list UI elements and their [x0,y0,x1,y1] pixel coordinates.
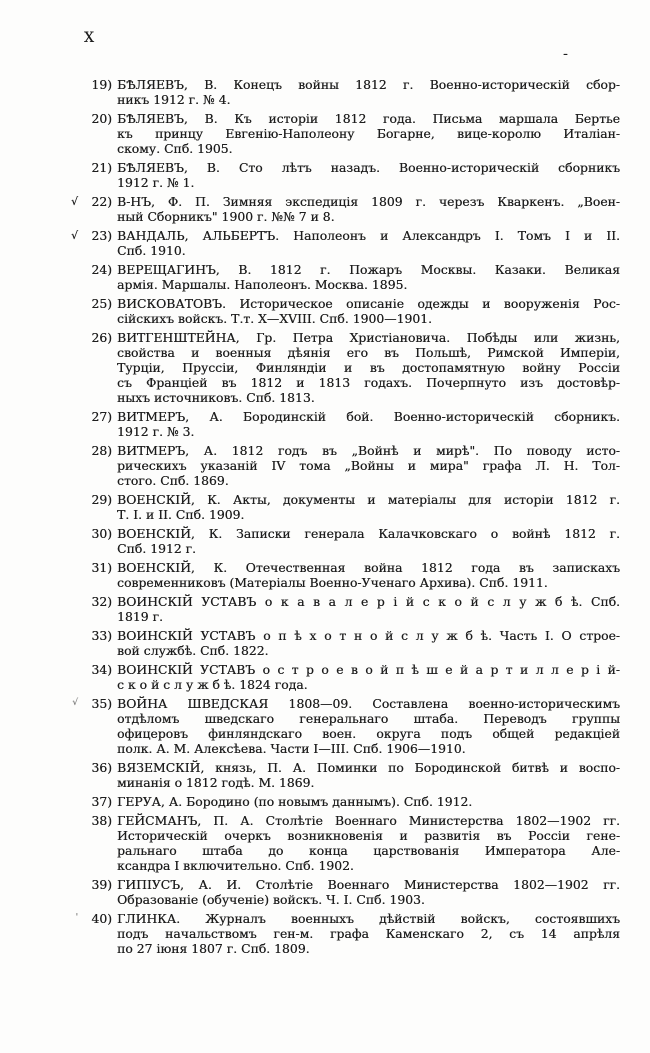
entry-number: 27) [91,409,112,424]
entry-line: ГИПІУСЪ, А. И. Столѣтіе Военнаго Министерства 1802—1902 гг. [117,877,620,892]
entry-line: никъ 1912 г. № 4. [117,92,231,107]
entry-line: 1912 г. № 3. [117,424,195,439]
entry-number: 30) [91,526,112,541]
bibliography-entry [60,77,620,107]
entry-number: 28) [91,443,112,458]
entry-number: 19) [91,77,112,92]
entry-line: БѢЛЯЕВЪ, В. Конецъ войны 1812 г. Военно-историческій сбор- [117,77,620,92]
entry-line: 1912 г. № 1. [117,175,195,190]
entry-text [117,77,620,107]
entry-line: подъ начальствомъ ген-м. графа Каменскаго 2, съ 14 апрѣля [117,926,620,941]
entry-line: БѢЛЯЕВЪ, В. Къ исторіи 1812 года. Письма маршала Бертье [117,111,620,126]
entry-line: Т. I. и II. Спб. 1909. [117,507,245,522]
bibliography-entry [60,409,620,439]
entry-text [117,111,620,156]
bibliography-entry [60,296,620,326]
entry-line: стого. Спб. 1869. [117,473,229,488]
entry-line: ный Сборникъ" 1900 г. №№ 7 и 8. [117,209,335,224]
entry-number: 29) [91,492,112,507]
entry-number: 26) [91,330,112,345]
entry-line: ральнаго штаба до конца царствованія Императора Але- [117,843,620,858]
entry-number: 20) [91,111,112,126]
entry-line: ГЕРУА, А. Бородино (по новымъ даннымъ). Спб. 1912. [117,794,473,809]
bibliography-entry [60,194,620,224]
entry-line: БѢЛЯЕВЪ, В. Сто лѣтъ назадъ. Военно-историческій сборникъ [117,160,620,175]
entry-number: 39) [91,877,112,892]
bibliography-entry [60,794,620,809]
entry-number: 24) [91,262,112,277]
entry-text [117,696,620,756]
checkmark: √ [70,229,78,242]
entry-text [117,194,620,224]
entry-text [117,877,620,907]
entry-text [117,492,620,522]
entry-line: ксандра I включительно. Спб. 1902. [117,858,354,873]
entry-line: полк. А. М. Алексѣева. Части I—III. Спб. 1906—1910. [117,741,466,756]
scan-artifact-dash: - [563,46,568,62]
bibliography-entry [60,696,620,756]
entry-text [117,813,620,873]
bibliography-entry [60,526,620,556]
entry-text [117,330,620,405]
entry-number: 34) [91,662,112,677]
entry-number: 31) [91,560,112,575]
entry-text [117,794,620,809]
entry-line: вой службѣ. Спб. 1822. [117,643,269,658]
bibliography-entry [60,160,620,190]
entry-line: ныхъ источниковъ. Спб. 1813. [117,390,315,405]
bibliography-entry [60,443,620,488]
entry-number: 32) [91,594,112,609]
entry-line: офицеровъ финляндскаго воен. округа подъ общей редакціей [117,726,620,741]
entry-line: ВИТГЕНШТЕЙНА, Гр. Петра Христіановича. Побѣды или жизнь, [117,330,620,345]
entry-line: сійскихъ войскъ. Т.т. X—XVIII. Спб. 1900—1901. [117,311,432,326]
entry-line: с к о й с л у ж б ѣ. 1824 года. [117,677,308,692]
entry-number: 37) [91,794,112,809]
entry-line: ВОЕНСКІЙ, К. Отечественная война 1812 года въ запискахъ [117,560,620,575]
entry-line: ВИТМЕРЪ, А. 1812 годъ въ „Войнѣ и мирѣ". По поводу исто- [117,443,620,458]
entry-line: къ принцу Евгенію-Наполеону Богарне, вице-королю Италіан- [117,126,620,141]
entry-line: ВИТМЕРЪ, А. Бородинскій бой. Военно-историческій сборникъ. [117,409,620,424]
bibliography-entry [60,628,620,658]
entry-number: 21) [91,160,112,175]
entry-line: свойства и военныя дѣянія его въ Польшѣ, Римской Имперіи, [117,345,620,360]
bibliography-entry [60,594,620,624]
entry-line: Турціи, Пруссіи, Финляндіи и въ достопамятную войну Россіи [117,360,620,375]
entry-line: ГЛИНКА. Журналъ военныхъ дѣйствій войскъ, состоявшихъ [117,911,620,926]
bibliography-entry [60,662,620,692]
entry-line: съ Франціей въ 1812 и 1813 годахъ. Почерпнуто изъ достовѣр- [117,375,620,390]
entry-number: 22) [91,194,112,209]
entry-number: 23) [91,228,112,243]
bibliography-entry [60,492,620,522]
entry-text [117,228,620,258]
entry-line: ВОЕНСКІЙ, К. Записки генерала Калачковскаго о войнѣ 1812 г. [117,526,620,541]
entry-text [117,560,620,590]
entry-text [117,760,620,790]
entry-text [117,662,620,692]
entry-text [117,594,620,624]
entry-line: ВИСКОВАТОВЪ. Историческое описаніе одежды и вооруженія Рос- [117,296,620,311]
entry-line: ВОИНСКІЙ УСТАВЪ о к а в а л е р і й с к о й с л у ж б ѣ. Спб. [117,594,620,609]
entry-line: ВАНДАЛЬ, АЛЬБЕРТЪ. Наполеонъ и Александръ I. Томъ I и II. [117,228,620,243]
entry-text [117,628,620,658]
entry-text [117,160,620,190]
entry-line: ГЕЙСМАНЪ, П. А. Столѣтіе Военнаго Министерства 1802—1902 гг. [117,813,620,828]
bibliography-entry [60,330,620,405]
entry-line: 1819 г. [117,609,163,624]
entry-number: 33) [91,628,112,643]
entry-text [117,526,620,556]
entry-number: 36) [91,760,112,775]
bibliography-entry [60,760,620,790]
bibliography-entry [60,262,620,292]
bibliography-entry [60,560,620,590]
entry-line: Историческій очеркъ возникновенія и развитія въ Россіи гене- [117,828,620,843]
entry-text [117,262,620,292]
entry-line: отдѣломъ шведскаго генеральнаго штаба. Переводъ группы [117,711,620,726]
entry-line: по 27 іюня 1807 г. Спб. 1809. [117,941,310,956]
entry-line: современниковъ (Матеріалы Военно-Ученаго Архива). Спб. 1911. [117,575,548,590]
entry-number: 38) [91,813,112,828]
checkmark: √ [70,195,78,208]
entry-number: 40) [91,911,112,926]
entry-text [117,911,620,956]
checkmark: ' [75,913,78,923]
bibliography-entry [60,228,620,258]
entry-line: ВОЙНА ШВЕДСКАЯ 1808—09. Составлена военно-историческимъ [117,696,620,711]
entry-line: армія. Маршалы. Наполеонъ. Москва. 1895. [117,277,408,292]
entry-text [117,296,620,326]
bibliography-entry [60,111,620,156]
entry-line: ВОИНСКІЙ УСТАВЪ о с т р о е в о й п ѣ ш е й а р т и л л е р і й- [117,662,620,677]
bibliography-list [60,77,620,960]
entry-line: ВОЕНСКІЙ, К. Акты, документы и матеріалы для исторіи 1812 г. [117,492,620,507]
bibliography-entry [60,813,620,873]
checkmark: √ [72,698,78,708]
entry-line: В-НЪ, Ф. П. Зимняя экспедиція 1809 г. черезъ Кваркенъ. „Воен- [117,194,620,209]
bibliography-entry [60,911,620,956]
entry-line: Спб. 1912 г. [117,541,196,556]
bibliography-entry [60,877,620,907]
entry-number: 35) [91,696,112,711]
entry-text [117,409,620,439]
entry-line: Образованіе (обученіе) войскъ. Ч. I. Спб. 1903. [117,892,425,907]
entry-line: скому. Спб. 1905. [117,141,233,156]
entry-line: рическихъ указаній IV тома „Войны и мира" графа Л. Н. Тол- [117,458,620,473]
entry-number: 25) [91,296,112,311]
entry-text [117,443,620,488]
entry-line: минанія о 1812 годѣ. М. 1869. [117,775,315,790]
page-number: X [84,30,95,46]
entry-line: ВЕРЕЩАГИНЪ, В. 1812 г. Пожаръ Москвы. Казаки. Великая [117,262,620,277]
entry-line: ВОИНСКІЙ УСТАВЪ о п ѣ х о т н о й с л у ж б ѣ. Часть I. О строе- [117,628,620,643]
entry-line: ВЯЗЕМСКІЙ, князь, П. А. Поминки по Бородинской битвѣ и воспо- [117,760,620,775]
entry-line: Спб. 1910. [117,243,186,258]
